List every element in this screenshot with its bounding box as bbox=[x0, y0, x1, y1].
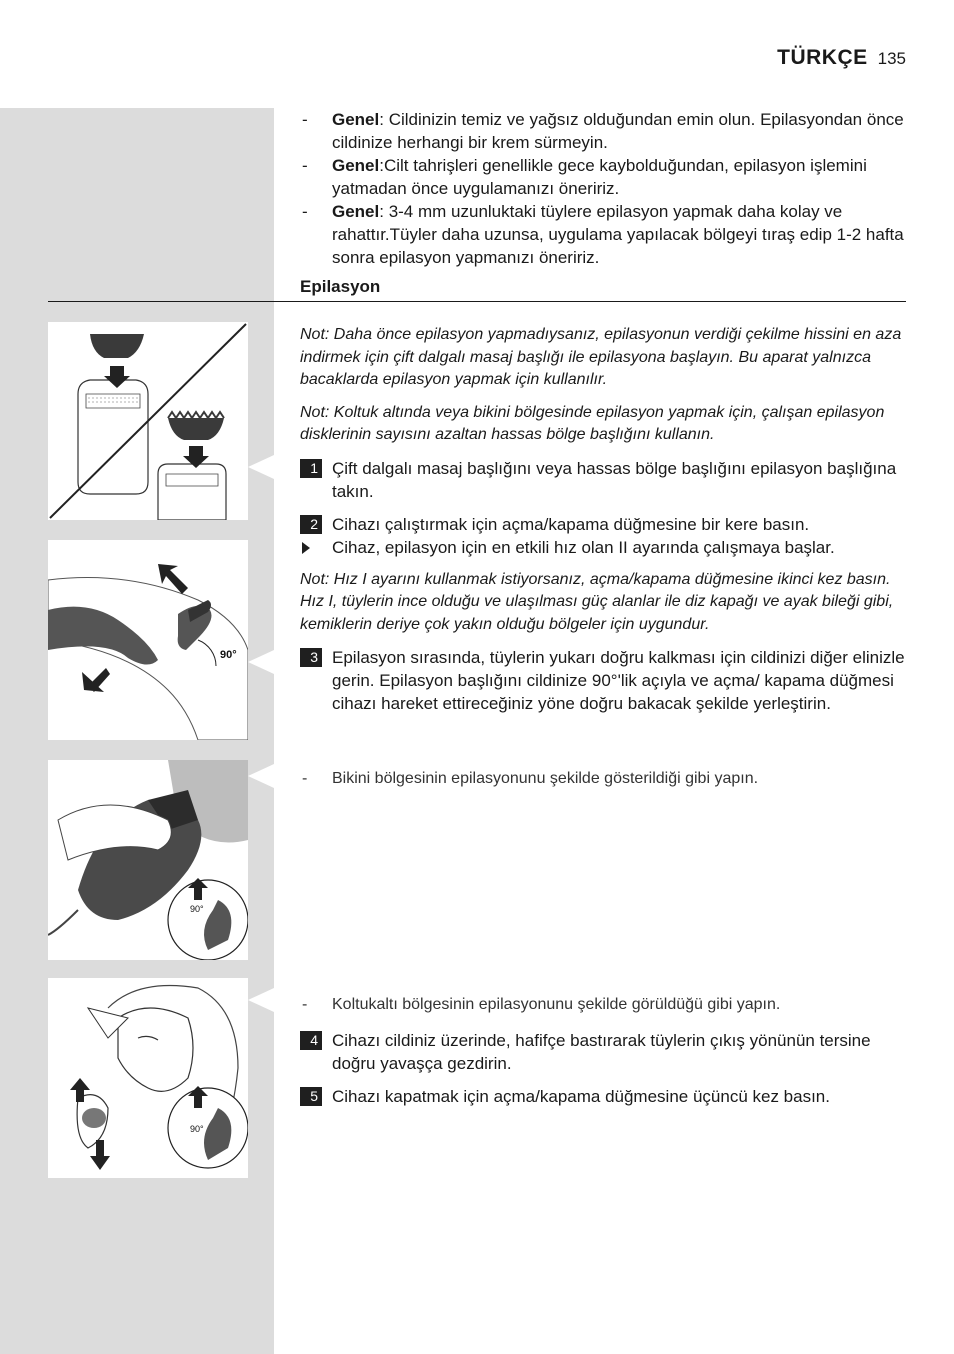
section-rule bbox=[48, 301, 906, 302]
angle-label: 90° bbox=[190, 904, 204, 914]
note: Not: Daha önce epilasyon yapmadıysanız, epilasyonun verdiği çekilme hissini en aza indirmek için çift dalgalı masaj başlığı ile epilasyona başlayın. Bu aparat yalnızca bacaklarda epilasyon yapmak için kullanılır. bbox=[300, 326, 902, 388]
step-text: Epilasyon sırasında, tüylerin yukarı doğru kalkması için cildinizi diğer elinizle gerin. Epilasyon başlığını cildinize 90°'lik açıyla ve açma/ kapama düğmesi cihazı hareket ettireceğiniz yöne doğru bakacak şekilde yerleştirin. bbox=[332, 648, 905, 713]
intro-item-bold: Genel bbox=[332, 202, 380, 221]
step-text: Cihazı cildiniz üzerinde, hafifçe bastırarak tüylerin çıkış yönünün tersine doğru yavaşça gezdirin. bbox=[332, 1031, 871, 1073]
list-item: - Koltukaltı bölgesinin epilasyonunu şekilde görüldüğü gibi yapın. bbox=[300, 993, 906, 1016]
page-number: 135 bbox=[877, 49, 906, 68]
instruction-block-2 bbox=[300, 993, 906, 1108]
pointer-notch bbox=[248, 455, 274, 479]
step-1 bbox=[300, 457, 906, 503]
step-number: 3 bbox=[300, 648, 322, 667]
step-number: 4 bbox=[300, 1031, 322, 1050]
result-text: Cihaz, epilasyon için en etkili hız olan II ayarında çalışmaya başlar. bbox=[332, 537, 835, 557]
intro-item-text: : 3-4 mm uzunluktaki tüylere epilasyon yapmak daha kolay ve rahattır.Tüyler daha uzunsa, uygulama yapılacak bölgeyi tıraş edip 1-2 hafta sonra epilasyon yapmanızı öneririz. bbox=[332, 202, 904, 267]
step-number: 5 bbox=[300, 1087, 322, 1106]
pointer-notch bbox=[248, 764, 274, 788]
pointer-notch bbox=[248, 650, 274, 674]
step-4 bbox=[300, 1029, 906, 1075]
illustration-attachments bbox=[48, 322, 248, 520]
section-title: Epilasyon bbox=[300, 277, 381, 296]
bikini-instruction bbox=[300, 767, 906, 790]
step-number: 2 bbox=[300, 515, 322, 534]
intro-item-text: : Cildinizin temiz ve yağsız olduğundan emin olun. Epilasyondan önce cildinize herhangi bir krem sürmeyin. bbox=[332, 110, 904, 152]
illustration-leg bbox=[48, 540, 248, 740]
intro-item-bold: Genel bbox=[332, 156, 380, 175]
angle-label: 90° bbox=[220, 649, 237, 661]
step-text: Cihazı kapatmak için açma/kapama düğmesine üçüncü kez basın. bbox=[332, 1087, 830, 1106]
intro-item-bold: Genel bbox=[332, 110, 380, 129]
language-title: TÜRKÇE bbox=[777, 46, 868, 69]
step-text: Cihazı çalıştırmak için açma/kapama düğmesine bir kere basın. bbox=[332, 514, 810, 534]
pointer-notch bbox=[248, 988, 274, 1012]
step-5 bbox=[300, 1085, 906, 1108]
angle-label: 90° bbox=[190, 1124, 204, 1134]
intro-item bbox=[300, 108, 906, 154]
note: Not: Hız I ayarını kullanmak istiyorsanız, açma/kapama düğmesine ikinci kez basın. Hız I, tüylerin ince olduğu ve ulaşılması güç alanlar ile diz kapağı ve ayak bileği gibi, kemiklerin deriye çok yakın olduğu bölgeler için uygundur. bbox=[300, 570, 894, 633]
page-header bbox=[777, 46, 906, 70]
intro-item bbox=[300, 200, 906, 269]
intro-item-text: :Cilt tahrişleri genellikle gece kaybolduğundan, epilasyon işlemini yatmadan önce uygulamanızı öneririz. bbox=[332, 156, 867, 198]
illustration-bikini bbox=[48, 760, 248, 960]
step-text: Çift dalgalı masaj başlığını veya hassas bölge başlığını epilasyon başlığına takın. bbox=[332, 458, 897, 501]
step-2-result bbox=[300, 536, 906, 559]
intro-list bbox=[300, 108, 906, 269]
instruction-block-1 bbox=[300, 324, 906, 715]
step-3 bbox=[300, 646, 906, 715]
illustration-underarm bbox=[48, 978, 248, 1178]
step-number: 1 bbox=[300, 459, 322, 478]
result-arrow-icon bbox=[302, 542, 310, 554]
note: Not: Koltuk altında veya bikini bölgesinde epilasyon yapmak için, çalışan epilasyon disklerinin sayısını azaltan hassas bölge başlığını kullanın. bbox=[300, 403, 885, 443]
list-item: - Bikini bölgesinin epilasyonunu şekilde gösterildiği gibi yapın. bbox=[300, 767, 906, 790]
intro-item bbox=[300, 154, 906, 200]
step-2 bbox=[300, 513, 906, 536]
